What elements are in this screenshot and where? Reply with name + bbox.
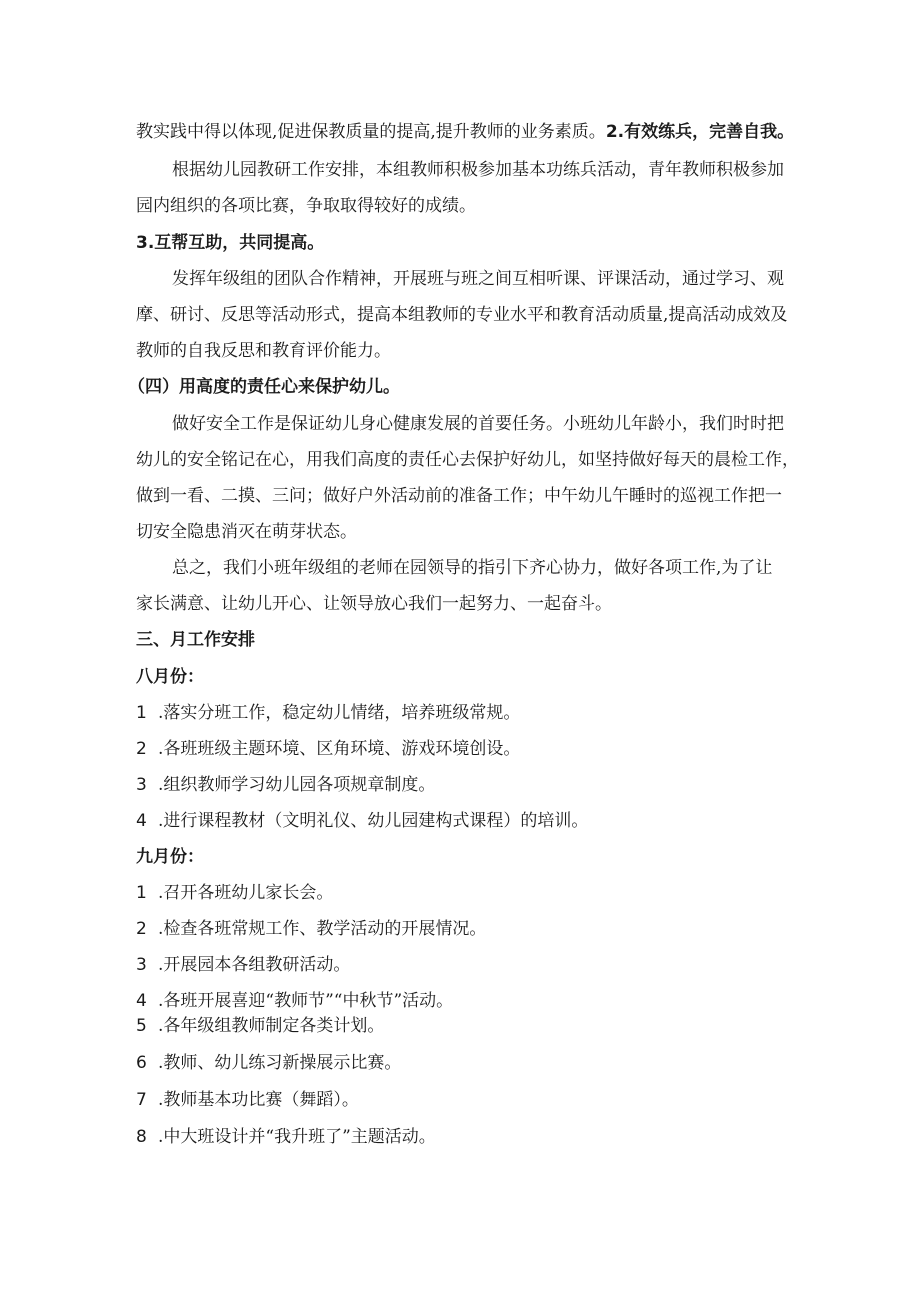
list-item: 1 .落实分班工作，稳定幼儿情绪，培养班级常规。 [136, 703, 521, 723]
paragraph-line: 幼儿的安全铭记在心，用我们高度的责任心去保护好幼儿，如坚持做好每天的晨检工作， [136, 450, 799, 470]
month-title-august: 八月份： [136, 667, 204, 687]
list-item: 4 .进行课程教材（文明礼仪、幼儿园建构式课程）的培训。 [136, 811, 589, 831]
subheading-4: （四）用高度的责任心来保护幼儿。 [128, 377, 400, 397]
list-item: 1 .召开各班幼儿家长会。 [136, 883, 334, 903]
list-item: 3 .开展园本各组教研活动。 [136, 955, 351, 975]
list-item: 4 .各班开展喜迎“教师节”“中秋节”活动。 [136, 991, 454, 1011]
paragraph-line: 园内组织的各项比赛，争取取得较好的成绩。 [136, 196, 476, 216]
list-item: 6 .教师、幼儿练习新操展示比赛。 [136, 1053, 402, 1073]
paragraph-line: 家长满意、让幼儿开心、让领导放心我们一起努力、一起奋斗。 [136, 594, 612, 614]
list-item: 3 .组织教师学习幼儿园各项规章制度。 [136, 775, 436, 795]
list-item: 2 .各班班级主题环境、区角环境、游戏环境创设。 [136, 739, 521, 759]
paragraph-line [136, 120, 794, 144]
list-item: 8 .中大班设计并“我升班了”主题活动。 [136, 1127, 436, 1147]
list-item: 5 .各年级组教师制定各类计划。 [136, 1016, 385, 1036]
list-item: 2 .检查各班常规工作、教学活动的开展情况。 [136, 919, 487, 939]
paragraph-line: 摩、研讨、反思等活动形式，提高本组教师的专业水平和教育活动质量,提高活动成效及 [136, 305, 788, 325]
list-item: 7 .教师基本功比赛（舞蹈）。 [136, 1090, 359, 1110]
paragraph-line: 切安全隐患消灭在萌芽状态。 [136, 522, 357, 542]
paragraph-line: 发挥年级组的团队合作精神，开展班与班之间互相听课、评课活动，通过学习、观 [172, 269, 784, 289]
paragraph-line: 做好安全工作是保证幼儿身心健康发展的首要任务。小班幼儿年龄小，我们时时把 [172, 414, 784, 434]
month-title-september: 九月份： [136, 847, 204, 867]
section-heading: 三、月工作安排 [136, 630, 255, 650]
paragraph-line: 做到一看、二摸、三问；做好户外活动前的准备工作；中午幼儿午睡时的巡视工作把一 [136, 486, 782, 506]
paragraph-line: 教师的自我反思和教育评价能力。 [136, 341, 391, 361]
subheading-2: 2.有效练兵，完善自我。 [605, 122, 795, 142]
paragraph-text: 教实践中得以体现,促进保教质量的提高,提升教师的业务素质。 [136, 122, 606, 142]
paragraph-line: 根据幼儿园教研工作安排，本组教师积极参加基本功练兵活动，青年教师积极参加 [172, 160, 784, 180]
subheading-3: 3.互帮互助，共同提高。 [136, 233, 325, 253]
paragraph-line: 总之，我们小班年级组的老师在园领导的指引下齐心协力，做好各项工作,为了让 [172, 558, 773, 578]
